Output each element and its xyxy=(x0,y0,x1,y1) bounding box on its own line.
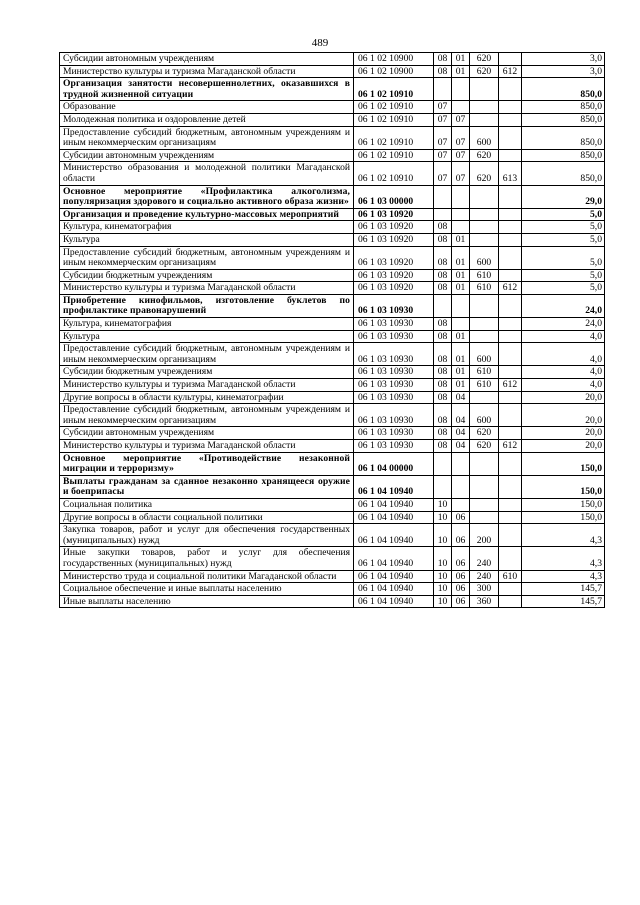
row-ministry-code: 612 xyxy=(499,440,522,453)
row-expense-type xyxy=(470,185,499,208)
row-expense-type: 620 xyxy=(470,65,499,78)
row-amount: 145,7 xyxy=(522,595,605,608)
table-row xyxy=(60,65,605,78)
row-amount: 150,0 xyxy=(522,452,605,475)
table-row xyxy=(60,452,605,475)
row-section: 07 xyxy=(434,149,452,162)
row-expense-type xyxy=(470,221,499,234)
row-code: 06 1 03 10930 xyxy=(354,330,434,343)
row-section: 08 xyxy=(434,440,452,453)
row-ministry-code: 612 xyxy=(499,282,522,295)
row-amount: 5,0 xyxy=(522,208,605,221)
row-amount: 20,0 xyxy=(522,440,605,453)
row-code: 06 1 03 10930 xyxy=(354,379,434,392)
row-expense-type xyxy=(470,113,499,126)
row-expense-type xyxy=(470,475,499,498)
row-code: 06 1 03 10930 xyxy=(354,404,434,427)
row-amount: 24,0 xyxy=(522,294,605,317)
row-name: Субсидии бюджетным учреждениям xyxy=(60,269,354,282)
row-code: 06 1 03 10930 xyxy=(354,366,434,379)
row-code: 06 1 03 10930 xyxy=(354,318,434,331)
row-expense-type xyxy=(470,233,499,246)
row-name: Субсидии бюджетным учреждениям xyxy=(60,366,354,379)
row-expense-type: 620 xyxy=(470,440,499,453)
row-ministry-code xyxy=(499,101,522,114)
row-code: 06 1 03 10920 xyxy=(354,221,434,234)
table-row xyxy=(60,330,605,343)
row-section: 08 xyxy=(434,65,452,78)
table-row xyxy=(60,366,605,379)
table-row xyxy=(60,101,605,114)
budget-table-body xyxy=(60,53,605,608)
row-ministry-code xyxy=(499,78,522,101)
row-name: Культура xyxy=(60,330,354,343)
row-code: 06 1 03 10920 xyxy=(354,208,434,221)
row-name: Субсидии автономным учреждениям xyxy=(60,427,354,440)
row-section: 08 xyxy=(434,221,452,234)
row-code: 06 1 04 10940 xyxy=(354,570,434,583)
row-section: 08 xyxy=(434,246,452,269)
row-name: Субсидии автономным учреждениям xyxy=(60,53,354,66)
row-code: 06 1 02 10900 xyxy=(354,53,434,66)
row-amount: 5,0 xyxy=(522,246,605,269)
row-expense-type xyxy=(470,511,499,524)
table-row xyxy=(60,440,605,453)
row-ministry-code xyxy=(499,269,522,282)
row-expense-type xyxy=(470,318,499,331)
table-row xyxy=(60,404,605,427)
row-amount: 850,0 xyxy=(522,126,605,149)
row-ministry-code xyxy=(499,583,522,596)
row-code: 06 1 02 10910 xyxy=(354,162,434,185)
row-code: 06 1 03 10930 xyxy=(354,294,434,317)
row-section: 08 xyxy=(434,343,452,366)
row-section xyxy=(434,185,452,208)
row-subsection: 07 xyxy=(452,162,470,185)
row-amount: 5,0 xyxy=(522,233,605,246)
page-number: 489 xyxy=(311,37,329,49)
table-row xyxy=(60,162,605,185)
row-expense-type xyxy=(470,391,499,404)
row-section: 10 xyxy=(434,595,452,608)
row-code: 06 1 02 10910 xyxy=(354,78,434,101)
row-subsection: 01 xyxy=(452,366,470,379)
row-ministry-code xyxy=(499,113,522,126)
row-expense-type: 240 xyxy=(470,570,499,583)
row-name: Министерство культуры и туризма Магаданской области xyxy=(60,440,354,453)
row-subsection xyxy=(452,498,470,511)
row-amount: 5,0 xyxy=(522,221,605,234)
row-amount: 850,0 xyxy=(522,78,605,101)
row-amount: 150,0 xyxy=(522,511,605,524)
row-ministry-code xyxy=(499,498,522,511)
row-section: 10 xyxy=(434,570,452,583)
table-row xyxy=(60,379,605,392)
row-name: Организация и проведение культурно-массовых мероприятий xyxy=(60,208,354,221)
row-amount: 4,0 xyxy=(522,379,605,392)
row-section: 10 xyxy=(434,547,452,570)
row-ministry-code xyxy=(499,294,522,317)
row-expense-type xyxy=(470,101,499,114)
table-row xyxy=(60,113,605,126)
row-subsection: 01 xyxy=(452,65,470,78)
row-subsection: 06 xyxy=(452,595,470,608)
row-name: Другие вопросы в области культуры, кинематографии xyxy=(60,391,354,404)
row-subsection xyxy=(452,78,470,101)
row-name: Министерство труда и социальной политики Магаданской области xyxy=(60,570,354,583)
row-name: Предоставление субсидий бюджетным, автономным учреждениям и иным некоммерческим организациям xyxy=(60,126,354,149)
row-ministry-code xyxy=(499,366,522,379)
row-ministry-code xyxy=(499,475,522,498)
row-amount: 24,0 xyxy=(522,318,605,331)
row-expense-type xyxy=(470,294,499,317)
table-row xyxy=(60,343,605,366)
row-expense-type: 620 xyxy=(470,53,499,66)
row-expense-type: 610 xyxy=(470,269,499,282)
row-section: 10 xyxy=(434,511,452,524)
row-subsection: 04 xyxy=(452,391,470,404)
row-code: 06 1 04 10940 xyxy=(354,595,434,608)
row-section: 07 xyxy=(434,162,452,185)
table-row xyxy=(60,208,605,221)
row-section: 08 xyxy=(434,269,452,282)
table-row xyxy=(60,53,605,66)
row-code: 06 1 03 10930 xyxy=(354,343,434,366)
row-name: Приобретение кинофильмов, изготовление буклетов по профилактике правонарушений xyxy=(60,294,354,317)
row-amount: 150,0 xyxy=(522,475,605,498)
row-amount: 29,0 xyxy=(522,185,605,208)
row-subsection: 01 xyxy=(452,269,470,282)
row-subsection: 06 xyxy=(452,511,470,524)
row-amount: 850,0 xyxy=(522,101,605,114)
row-ministry-code: 613 xyxy=(499,162,522,185)
row-amount: 5,0 xyxy=(522,282,605,295)
row-amount: 3,0 xyxy=(522,53,605,66)
row-subsection xyxy=(452,185,470,208)
row-name: Культура, кинематография xyxy=(60,221,354,234)
row-ministry-code xyxy=(499,427,522,440)
row-subsection: 06 xyxy=(452,583,470,596)
table-row xyxy=(60,126,605,149)
row-amount: 4,0 xyxy=(522,343,605,366)
row-ministry-code xyxy=(499,595,522,608)
row-expense-type xyxy=(470,452,499,475)
row-subsection xyxy=(452,294,470,317)
row-amount: 4,3 xyxy=(522,570,605,583)
row-code: 06 1 04 10940 xyxy=(354,524,434,547)
row-section: 08 xyxy=(434,404,452,427)
table-row xyxy=(60,149,605,162)
row-expense-type: 200 xyxy=(470,524,499,547)
table-row xyxy=(60,524,605,547)
row-name: Министерство культуры и туризма Магаданской области xyxy=(60,65,354,78)
row-section xyxy=(434,78,452,101)
row-subsection: 01 xyxy=(452,53,470,66)
row-section: 10 xyxy=(434,498,452,511)
row-expense-type: 600 xyxy=(470,343,499,366)
row-section: 10 xyxy=(434,524,452,547)
row-expense-type: 610 xyxy=(470,366,499,379)
row-name: Основное мероприятие «Профилактика алкоголизма, популяризация здорового и социально активного образа жизни» xyxy=(60,185,354,208)
table-row xyxy=(60,583,605,596)
row-subsection: 06 xyxy=(452,547,470,570)
row-section: 08 xyxy=(434,233,452,246)
row-ministry-code xyxy=(499,185,522,208)
row-name: Предоставление субсидий бюджетным, автономным учреждениям и иным некоммерческим организациям xyxy=(60,246,354,269)
row-code: 06 1 04 10940 xyxy=(354,511,434,524)
row-subsection: 04 xyxy=(452,404,470,427)
row-subsection: 01 xyxy=(452,330,470,343)
row-subsection: 01 xyxy=(452,282,470,295)
row-section xyxy=(434,208,452,221)
row-subsection xyxy=(452,452,470,475)
row-ministry-code xyxy=(499,547,522,570)
table-row xyxy=(60,498,605,511)
row-amount: 20,0 xyxy=(522,391,605,404)
row-section: 08 xyxy=(434,391,452,404)
row-name: Иные выплаты населению xyxy=(60,595,354,608)
row-ministry-code xyxy=(499,318,522,331)
row-name: Социальное обеспечение и иные выплаты населению xyxy=(60,583,354,596)
row-amount: 4,0 xyxy=(522,366,605,379)
table-row xyxy=(60,511,605,524)
table-row xyxy=(60,570,605,583)
row-expense-type: 600 xyxy=(470,126,499,149)
row-subsection xyxy=(452,221,470,234)
table-row xyxy=(60,185,605,208)
row-section: 08 xyxy=(434,53,452,66)
row-subsection xyxy=(452,208,470,221)
row-name: Основное мероприятие «Противодействие незаконной миграции и терроризму» xyxy=(60,452,354,475)
row-amount: 20,0 xyxy=(522,427,605,440)
row-name: Министерство образования и молодежной политики Магаданской области xyxy=(60,162,354,185)
row-code: 06 1 03 10930 xyxy=(354,440,434,453)
row-expense-type: 240 xyxy=(470,547,499,570)
row-subsection: 06 xyxy=(452,570,470,583)
row-ministry-code xyxy=(499,391,522,404)
row-ministry-code xyxy=(499,233,522,246)
row-section: 07 xyxy=(434,126,452,149)
row-subsection: 04 xyxy=(452,427,470,440)
row-code: 06 1 04 10940 xyxy=(354,583,434,596)
row-section: 08 xyxy=(434,330,452,343)
row-name: Предоставление субсидий бюджетным, автономным учреждениям и иным некоммерческим организациям xyxy=(60,343,354,366)
row-name: Культура, кинематография xyxy=(60,318,354,331)
row-code: 06 1 02 10910 xyxy=(354,126,434,149)
row-name: Иные закупки товаров, работ и услуг для обеспечения государственных (муниципальных) нужд xyxy=(60,547,354,570)
row-name: Образование xyxy=(60,101,354,114)
row-section: 07 xyxy=(434,113,452,126)
row-expense-type: 600 xyxy=(470,404,499,427)
row-expense-type: 620 xyxy=(470,149,499,162)
row-expense-type: 620 xyxy=(470,427,499,440)
table-row xyxy=(60,221,605,234)
row-name: Социальная политика xyxy=(60,498,354,511)
row-subsection xyxy=(452,101,470,114)
row-name: Министерство культуры и туризма Магаданской области xyxy=(60,379,354,392)
row-code: 06 1 03 10930 xyxy=(354,391,434,404)
row-section: 08 xyxy=(434,318,452,331)
row-code: 06 1 02 10910 xyxy=(354,113,434,126)
row-amount: 4,0 xyxy=(522,330,605,343)
row-amount: 20,0 xyxy=(522,404,605,427)
row-ministry-code xyxy=(499,452,522,475)
row-code: 06 1 02 10900 xyxy=(354,65,434,78)
row-section: 08 xyxy=(434,427,452,440)
row-amount: 4,3 xyxy=(522,547,605,570)
row-name: Предоставление субсидий бюджетным, автономным учреждениям и иным некоммерческим организациям xyxy=(60,404,354,427)
row-expense-type: 620 xyxy=(470,162,499,185)
table-row xyxy=(60,78,605,101)
row-name: Министерство культуры и туризма Магаданской области xyxy=(60,282,354,295)
row-ministry-code: 610 xyxy=(499,570,522,583)
row-name: Другие вопросы в области социальной политики xyxy=(60,511,354,524)
row-ministry-code xyxy=(499,126,522,149)
row-ministry-code xyxy=(499,343,522,366)
row-code: 06 1 03 10920 xyxy=(354,269,434,282)
table-row xyxy=(60,246,605,269)
row-ministry-code: 612 xyxy=(499,379,522,392)
row-expense-type: 300 xyxy=(470,583,499,596)
row-code: 06 1 03 00000 xyxy=(354,185,434,208)
table-row xyxy=(60,318,605,331)
row-code: 06 1 04 10940 xyxy=(354,547,434,570)
row-section xyxy=(434,475,452,498)
row-ministry-code: 612 xyxy=(499,65,522,78)
row-ministry-code xyxy=(499,208,522,221)
row-ministry-code xyxy=(499,149,522,162)
row-code: 06 1 04 10940 xyxy=(354,498,434,511)
row-ministry-code xyxy=(499,246,522,269)
row-name: Выплаты гражданам за сданное незаконно хранящееся оружие и боеприпасы xyxy=(60,475,354,498)
row-code: 06 1 02 10910 xyxy=(354,149,434,162)
table-row xyxy=(60,547,605,570)
row-section xyxy=(434,452,452,475)
table-row xyxy=(60,294,605,317)
row-expense-type xyxy=(470,498,499,511)
row-subsection: 06 xyxy=(452,524,470,547)
row-name: Закупка товаров, работ и услуг для обеспечения государственных (муниципальных) нужд xyxy=(60,524,354,547)
row-expense-type: 360 xyxy=(470,595,499,608)
row-amount: 850,0 xyxy=(522,149,605,162)
row-section: 08 xyxy=(434,366,452,379)
table-row xyxy=(60,391,605,404)
row-code: 06 1 04 10940 xyxy=(354,475,434,498)
row-code: 06 1 03 10920 xyxy=(354,246,434,269)
row-name: Организация занятости несовершеннолетних, оказавшихся в трудной жизненной ситуации xyxy=(60,78,354,101)
row-ministry-code xyxy=(499,330,522,343)
budget-table xyxy=(59,52,605,608)
row-ministry-code xyxy=(499,524,522,547)
row-ministry-code xyxy=(499,511,522,524)
table-row xyxy=(60,269,605,282)
row-subsection: 04 xyxy=(452,440,470,453)
row-section: 07 xyxy=(434,101,452,114)
row-amount: 850,0 xyxy=(522,113,605,126)
table-row xyxy=(60,427,605,440)
row-name: Субсидии автономным учреждениям xyxy=(60,149,354,162)
row-ministry-code xyxy=(499,221,522,234)
row-name: Культура xyxy=(60,233,354,246)
row-amount: 150,0 xyxy=(522,498,605,511)
row-section: 08 xyxy=(434,379,452,392)
table-row xyxy=(60,282,605,295)
row-expense-type: 610 xyxy=(470,282,499,295)
row-name: Молодежная политика и оздоровление детей xyxy=(60,113,354,126)
row-code: 06 1 03 10920 xyxy=(354,233,434,246)
row-subsection: 07 xyxy=(452,126,470,149)
row-subsection: 01 xyxy=(452,379,470,392)
row-code: 06 1 03 10920 xyxy=(354,282,434,295)
row-code: 06 1 02 10910 xyxy=(354,101,434,114)
row-section xyxy=(434,294,452,317)
table-row xyxy=(60,595,605,608)
row-ministry-code xyxy=(499,404,522,427)
row-subsection: 01 xyxy=(452,343,470,366)
row-subsection: 01 xyxy=(452,246,470,269)
row-amount: 3,0 xyxy=(522,65,605,78)
row-subsection xyxy=(452,475,470,498)
row-expense-type: 600 xyxy=(470,246,499,269)
row-subsection: 07 xyxy=(452,149,470,162)
row-subsection: 07 xyxy=(452,113,470,126)
row-subsection xyxy=(452,318,470,331)
row-expense-type xyxy=(470,208,499,221)
row-amount: 145,7 xyxy=(522,583,605,596)
row-amount: 4,3 xyxy=(522,524,605,547)
row-ministry-code xyxy=(499,53,522,66)
row-expense-type xyxy=(470,78,499,101)
row-subsection: 01 xyxy=(452,233,470,246)
row-expense-type xyxy=(470,330,499,343)
row-section: 08 xyxy=(434,282,452,295)
row-code: 06 1 04 00000 xyxy=(354,452,434,475)
row-expense-type: 610 xyxy=(470,379,499,392)
table-row xyxy=(60,475,605,498)
row-code: 06 1 03 10930 xyxy=(354,427,434,440)
table-row xyxy=(60,233,605,246)
row-amount: 850,0 xyxy=(522,162,605,185)
row-amount: 5,0 xyxy=(522,269,605,282)
row-section: 10 xyxy=(434,583,452,596)
